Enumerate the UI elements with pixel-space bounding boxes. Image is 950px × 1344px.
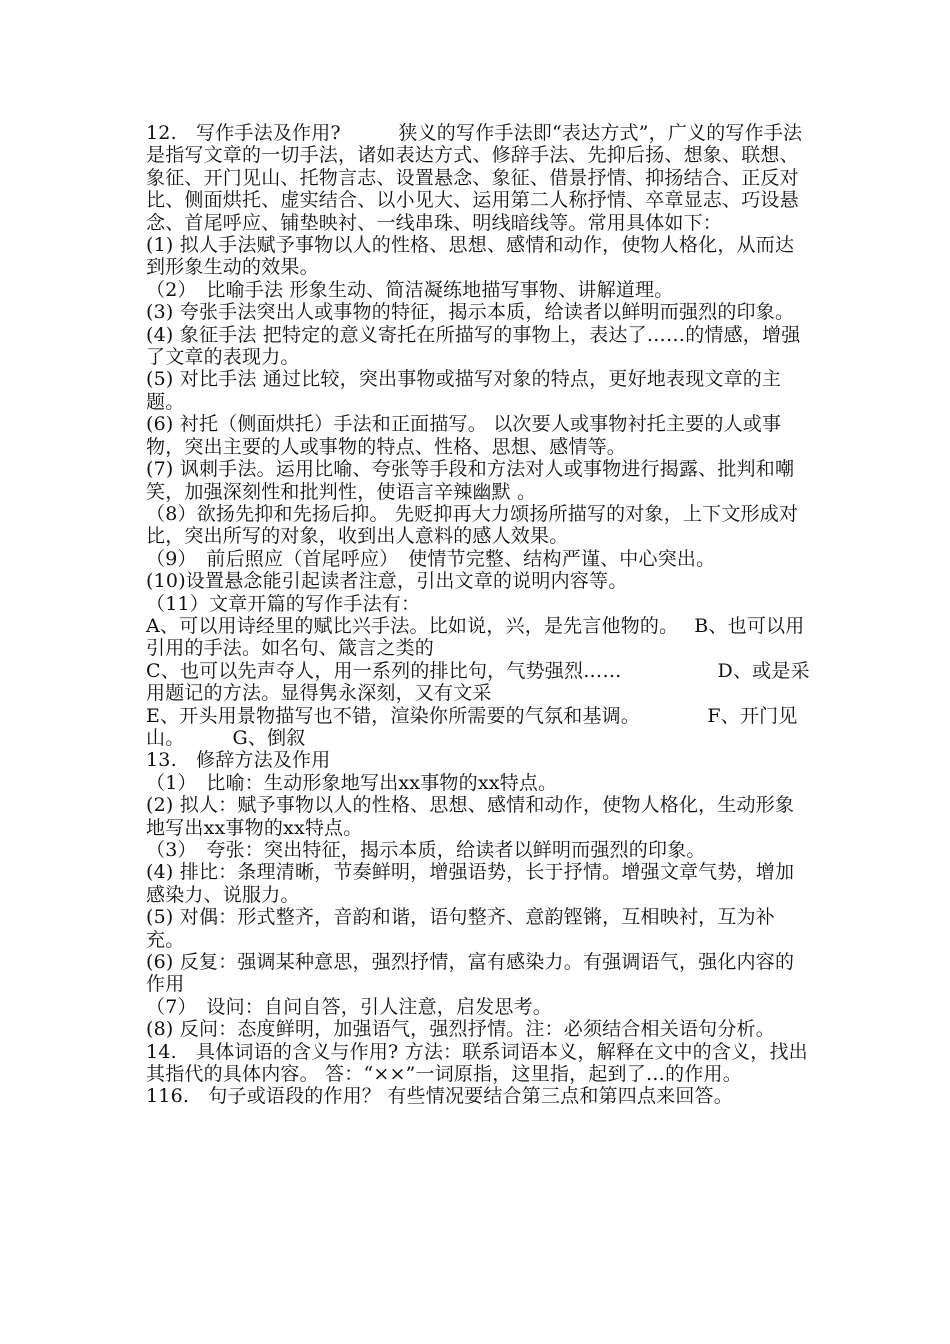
paragraph-rhetoric-metaphor: （1） 比喻：生动形象地写出xx事物的xx特点。 bbox=[146, 771, 558, 794]
document-body bbox=[146, 122, 812, 1108]
paragraph-rhetoric-rhetorical-question: (8) 反问：态度鲜明，加强语气，强烈抒情。注：必须结合相关语句分析。 bbox=[146, 1018, 775, 1041]
heading-item-13: 13. 修辞方法及作用 bbox=[146, 749, 331, 772]
paragraph-opening-a-b: A、可以用诗经里的赋比兴手法。比如说，兴，是先言他物的。 B、也可以用引用的手法。如名句、箴言之类的 bbox=[146, 614, 805, 660]
paragraph-symbolism-technique: (4) 象征手法 把特定的意义寄托在所描写的事物上，表达了……的情感，增强了文章的表现力。 bbox=[146, 323, 801, 369]
paragraph-opening-c-d: C、也可以先声夺人，用一系列的排比句，气势强烈…… D、或是采用题记的方法。显得隽永深刻，又有文采 bbox=[146, 659, 810, 705]
paragraph-suppress-before-praise: （8）欲扬先抑和先扬后抑。 先贬抑再大力颂扬所描写的对象，上下文形成对比，突出所写的对象，收到出人意料的感人效果。 bbox=[146, 502, 799, 548]
paragraph-item-12: 12. 写作手法及作用? 狭义的写作手法即“表达方式”，广义的写作手法是指写文章的一切手法，诸如表达方式、修辞手法、先抑后扬、想象、联想、象征、开门见山、托物言志、设置悬念、象征、借景抒情、抑扬结合、正反对比、侧面烘托、虚实结合、以小见大、运用第二人称抒情、卒章显志、巧设悬念、首尾呼应、铺垫映衬、一线串珠、明线暗线等。常用具体如下： bbox=[146, 122, 803, 234]
paragraph-item-116: 116. 句子或语段的作用？ 有些情况要结合第三点和第四点来回答。 bbox=[146, 1085, 733, 1108]
paragraph-rhetoric-antithesis: (5) 对偶：形式整齐，音韵和谐，语句整齐、意韵铿锵，互相映衬，互为补充。 bbox=[146, 906, 775, 951]
paragraph-rhetoric-parallelism: (4) 排比：条理清晰，节奏鲜明，增强语势，长于抒情。增强文章气势，增加感染力、说服力。 bbox=[146, 861, 795, 906]
paragraph-opening-techniques-heading: （11）文章开篇的写作手法有： bbox=[146, 592, 421, 615]
paragraph-rhetoric-personification: (2) 拟人：赋予事物以人的性格、思想、感情和动作，使物人格化，生动形象地写出xx事物的xx特点。 bbox=[146, 794, 795, 839]
paragraph-personification-technique: (1) 拟人手法赋予事物以人的性格、思想、感情和动作，使物人格化，从而达到形象生动的效果。 bbox=[146, 234, 795, 279]
paragraph-contrast-technique: (5) 对比手法 通过比较，突出事物或描写对象的特点，更好地表现文章的主题。 bbox=[146, 368, 782, 413]
paragraph-metaphor-technique: （2） 比喻手法 形象生动、简洁凝练地描写事物、讲解道理。 bbox=[146, 278, 674, 301]
paragraph-rhetoric-hypophora: （7） 设问：自问自答，引人注意，启发思考。 bbox=[146, 995, 552, 1018]
paragraph-exaggeration-technique: (3) 夸张手法突出人或事物的特征，揭示本质，给读者以鲜明而强烈的印象。 bbox=[146, 301, 795, 324]
paragraph-echo-technique: （9） 前后照应（首尾呼应） 使情节完整、结构严谨、中心突出。 bbox=[146, 547, 716, 570]
paragraph-item-14: 14. 具体词语的含义与作用? 方法：联系词语本义，解释在文中的含义，找出其指代的具体内容。 答：“××”一词原指，这里指，起到了…的作用。 bbox=[146, 1040, 808, 1086]
paragraph-rhetoric-repetition: (6) 反复：强调某种意思，强烈抒情，富有感染力。有强调语气，强化内容的作用 bbox=[146, 951, 795, 996]
paragraph-suspense-technique: (10)设置悬念能引起读者注意，引出文章的说明内容等。 bbox=[146, 570, 628, 593]
paragraph-opening-e-f-g: E、开头用景物描写也不错，渲染你所需要的气氛和基调。 F、开门见山。 G、倒叙 bbox=[146, 704, 798, 749]
paragraph-rhetoric-exaggeration: （3） 夸张：突出特征，揭示本质，给读者以鲜明而强烈的印象。 bbox=[146, 839, 706, 861]
paragraph-satire-technique: (7) 讽刺手法。运用比喻、夸张等手段和方法对人或事物进行揭露、批判和嘲笑，加强深刻性和批判性，使语言辛辣幽默 。 bbox=[146, 458, 795, 503]
paragraph-foil-technique: (6) 衬托（侧面烘托）手法和正面描写。 以次要人或事物衬托主要的人或事物，突出主要的人或事物的特点、性格、思想、感情等。 bbox=[146, 413, 782, 458]
